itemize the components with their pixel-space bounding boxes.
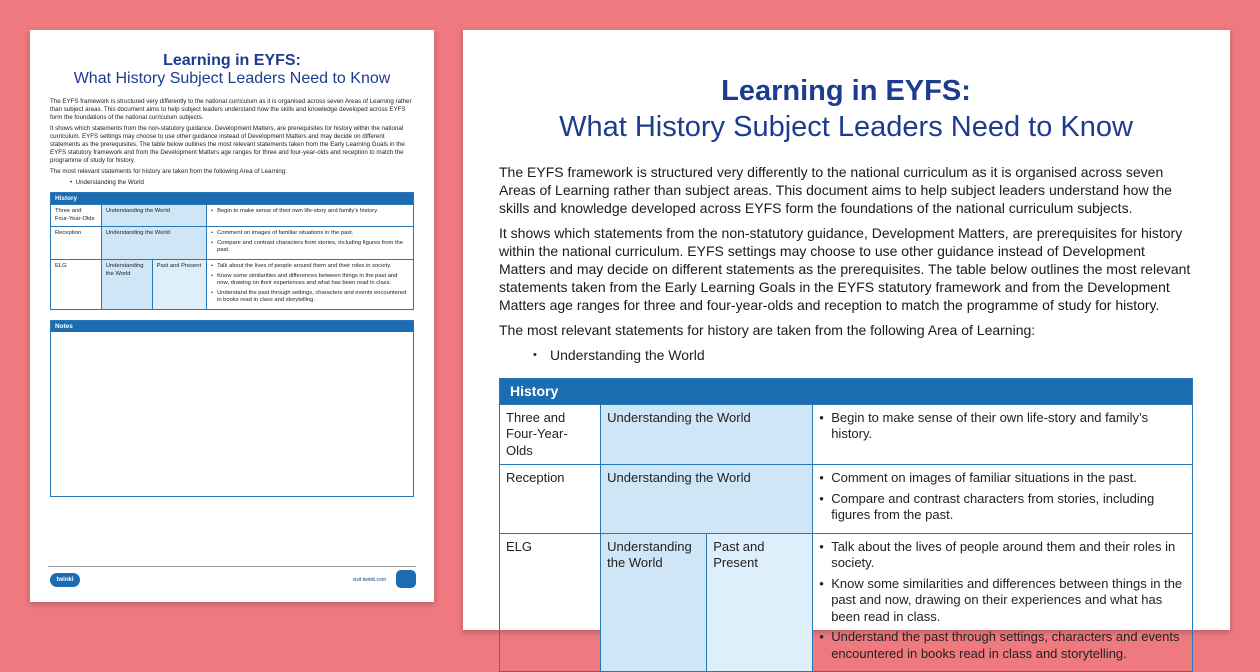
stage-cell: Three and Four-Year-Olds <box>500 404 601 465</box>
statement: • Compare and contrast characters from stories, including figures from the past. <box>819 491 1186 524</box>
twinkl-logo: twinkl <box>50 573 80 587</box>
visit-link[interactable]: visit twinkl.com <box>352 577 386 583</box>
paragraph-3: The most relevant statements for history are taken from the following Area of Learning: <box>499 322 1036 338</box>
history-table <box>499 378 1193 672</box>
stage-cell: Reception <box>51 227 102 260</box>
thumb-title-line1: Learning in EYFS: <box>163 52 301 69</box>
statement: • Comment on images of familiar situations in the past. <box>211 230 409 237</box>
stage-cell: ELG <box>500 533 601 672</box>
statement: • Begin to make sense of their own life-story and family’s history. <box>819 410 1186 443</box>
table-row <box>500 533 1193 672</box>
area-bullet: • Understanding the World <box>499 346 1193 364</box>
badge-icon <box>396 570 416 588</box>
thumb-table-header: History <box>51 193 414 205</box>
statement: • Understand the past through settings, characters and events encountered in books read in class and storytelling. <box>819 629 1186 662</box>
statement: • Begin to make sense of their own life-story and family’s history. <box>211 208 409 215</box>
thumbnail-page <box>30 30 434 602</box>
area-cell: Understanding the World <box>601 404 813 465</box>
main-page <box>463 30 1230 661</box>
table-row <box>51 227 414 260</box>
area-cell: Understanding the World <box>101 227 206 260</box>
area-cell: Understanding the World <box>101 260 152 310</box>
paragraph-1: The EYFS framework is structured very differently to the national curriculum as it is organised across seven Areas of Learning rather than subject areas. This document aims to help subject leaders understand how the skills and knowledge developed across EYFS form the foundations of the national curriculum subjects. <box>499 164 1172 216</box>
sub-area-cell: Past and Present <box>707 533 813 672</box>
thumb-history-table <box>50 192 414 310</box>
area-cell: Understanding the World <box>601 533 707 672</box>
table-row <box>51 205 414 227</box>
thumb-paragraph-2: It shows which statements from the non-statutory guidance, Development Matters, are prerequisites for history within the national curriculum. EYFS settings may choose to use other guidance instead of Development Matters and may decide on different statements as the prerequisites. The table below outlines the most relevant statements taken from the Early Learning Goals in the EYFS statutory framework and from the Development Matters age ranges for three and four-year-olds and reception to match the programme of study for history. <box>50 125 405 164</box>
table-header: History <box>500 379 1193 405</box>
statement: • Talk about the lives of people around them and their roles in society. <box>819 539 1186 572</box>
stage-cell: Reception <box>500 465 601 534</box>
page-title-line1: Learning in EYFS: <box>721 75 971 107</box>
notes-header: Notes <box>51 321 413 332</box>
statement: • Talk about the lives of people around them and their roles in society. <box>211 263 409 270</box>
paragraph-2: It shows which statements from the non-statutory guidance, Development Matters, are prerequisites for history within the national curriculum. EYFS settings may choose to use other guidance instead of Development Matters and may decide on different statements as the prerequisites. The table below outlines the most relevant statements taken from the Early Learning Goals in the EYFS statutory framework and from the Development Matters age ranges for three and four-year-olds and reception to match the programme of study for history. <box>499 225 1191 313</box>
thumb-paragraph-1: The EYFS framework is structured very differently to the national curriculum as it is organised across seven Areas of Learning rather than subject areas. This document aims to help subject leaders understand how the skills and knowledge developed across EYFS form the foundations of the national curriculum subjects. <box>50 98 412 121</box>
area-cell: Understanding the World <box>601 465 813 534</box>
thumb-footer <box>48 566 416 590</box>
statement: • Know some similarities and differences between things in the past and now, drawing on their experiences and what has been read in class. <box>819 576 1186 626</box>
statement: • Understand the past through settings, characters and events encountered in books read in class and storytelling. <box>211 290 409 305</box>
table-row <box>51 260 414 310</box>
area-cell: Understanding the World <box>101 205 206 227</box>
thumb-paragraph-3: The most relevant statements for history are taken from the following Area of Learning: <box>50 168 287 175</box>
thumb-title-line2: What History Subject Leaders Need to Know <box>73 70 391 87</box>
statement: • Comment on images of familiar situations in the past. <box>819 470 1186 487</box>
stage-cell: Three and Four-Year-Olds <box>51 205 102 227</box>
sub-area-cell: Past and Present <box>152 260 206 310</box>
table-row <box>500 465 1193 534</box>
page-title-line2: What History Subject Leaders Need to Know <box>559 111 1133 143</box>
statement: • Know some similarities and differences between things in the past and now, drawing on their experiences and what has been read in class. <box>211 273 409 288</box>
notes-box <box>50 320 414 497</box>
table-row <box>500 404 1193 465</box>
stage-cell: ELG <box>51 260 102 310</box>
statement: • Compare and contrast characters from stories, including figures from the past. <box>211 240 409 255</box>
thumb-bullet: • Understanding the World <box>70 179 144 186</box>
